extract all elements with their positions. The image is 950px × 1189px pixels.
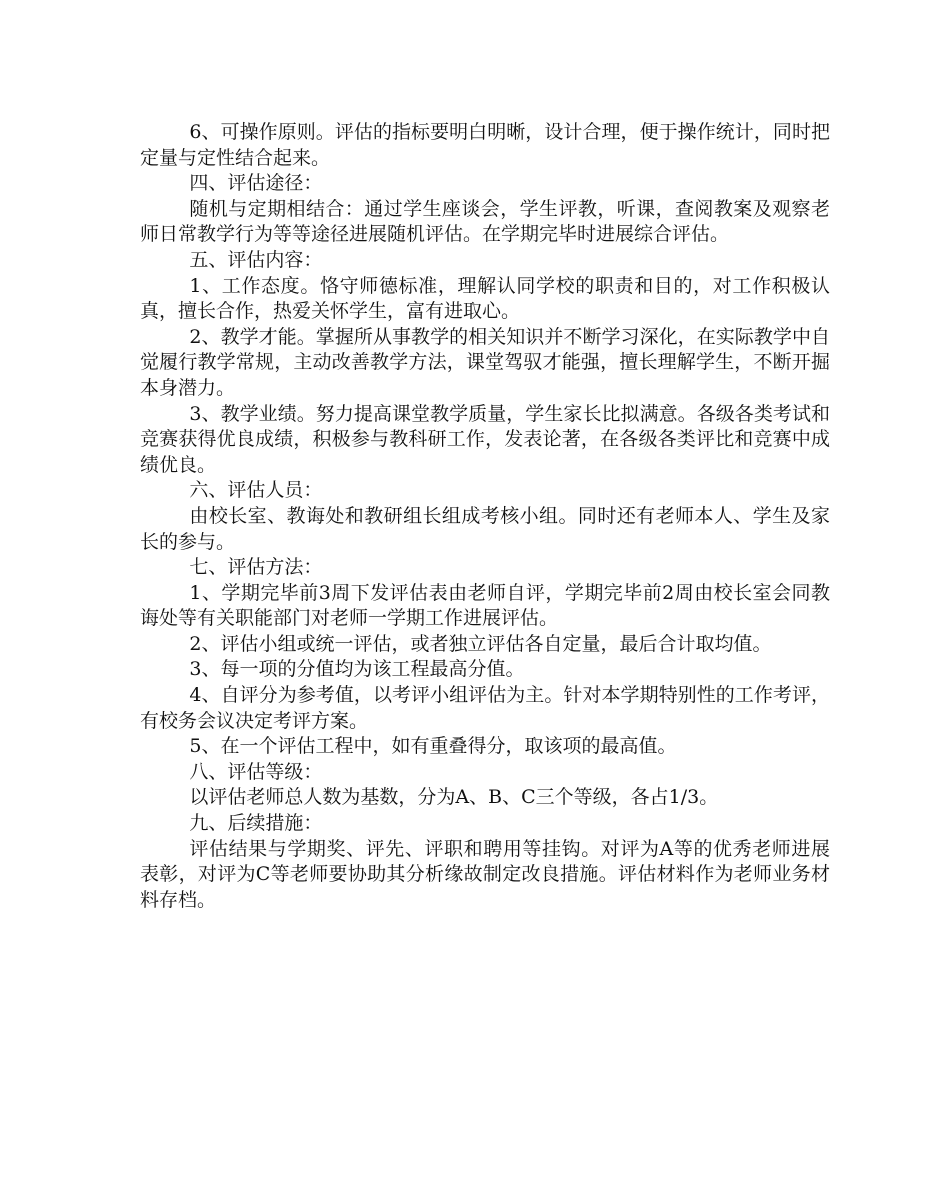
- paragraph-content-1: 1、工作态度。恪守师德标准，理解认同学校的职责和目的，对工作积极认真，擅长合作，热爱关怀学生，富有进取心。: [140, 274, 830, 323]
- paragraph-content-2: 2、教学才能。掌握所从事教学的相关知识并不断学习深化，在实际教学中自觉履行教学常规，主动改善教学方法，课堂驾驭才能强，擅长理解学生，不断开掘本身潜力。: [140, 325, 830, 399]
- paragraph-approach: 随机与定期相结合：通过学生座谈会，学生评教，听课，查阅教案及观察老师日常教学行为等等途径进展随机评估。在学期完毕时进展综合评估。: [140, 197, 830, 246]
- paragraph-method-1: 1、学期完毕前3周下发评估表由老师自评，学期完毕前2周由校长室会同教诲处等有关职能部门对老师一学期工作进展评估。: [140, 581, 830, 630]
- document-body: [140, 120, 830, 913]
- heading-evaluation-content: 五、评估内容：: [189, 248, 323, 271]
- heading-evaluation-grade: 八、评估等级：: [189, 760, 323, 783]
- paragraph-method-5: 5、在一个评估工程中，如有重叠得分，取该项的最高值。: [189, 735, 677, 758]
- paragraph-personnel: 由校长室、教诲处和教研组长组成考核小组。同时还有老师本人、学生及家长的参与。: [140, 504, 830, 553]
- paragraph-grade: 以评估老师总人数为基数，分为A、B、C三个等级，各占1/3。: [189, 786, 719, 809]
- heading-evaluation-approach: 四、评估途径：: [189, 172, 323, 195]
- heading-follow-up: 九、后续措施：: [189, 812, 323, 835]
- heading-evaluation-personnel: 六、评估人员：: [189, 479, 323, 502]
- paragraph-content-3: 3、教学业绩。努力提高课堂教学质量，学生家长比拟满意。各级各类考试和竞赛获得优良成绩，积极参与教科研工作，发表论著，在各级各类评比和竞赛中成绩优良。: [140, 402, 830, 476]
- heading-evaluation-method: 七、评估方法：: [189, 556, 323, 579]
- paragraph-method-3: 3、每一项的分值均为该工程最高分值。: [189, 658, 525, 681]
- paragraph-principle-6: 6、可操作原则。评估的指标要明白明晰，设计合理，便于操作统计，同时把定量与定性结合起来。: [140, 121, 830, 169]
- paragraph-method-4: 4、自评分为参考值，以考评小组评估为主。针对本学期特别性的工作考评，有校务会议决定考评方案。: [140, 684, 830, 732]
- paragraph-method-2: 2、评估小组或统一评估，或者独立评估各自定量，最后合计取均值。: [189, 632, 772, 655]
- paragraph-follow-up: 评估结果与学期奖、评先、评职和聘用等挂钩。对评为A等的优秀老师进展表彰，对评为C等老师要协助其分析缘故制定改良措施。评估材料作为老师业务材料存档。: [140, 837, 830, 911]
